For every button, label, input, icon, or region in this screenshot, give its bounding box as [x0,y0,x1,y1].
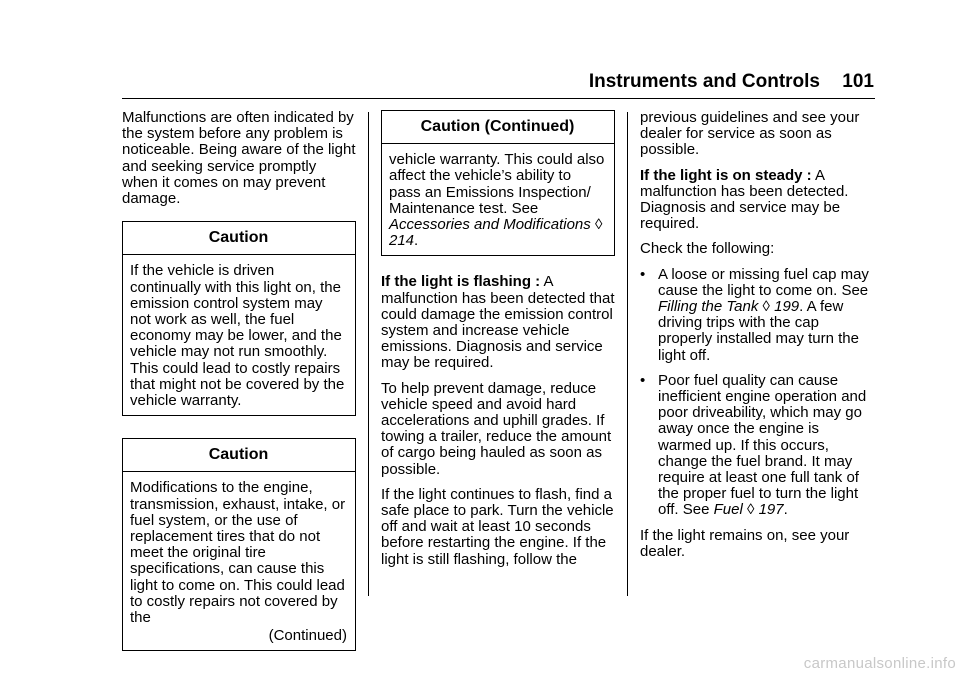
filling-tank-link[interactable]: Filling the Tank [658,298,759,316]
previous-paragraph: previous guidelines and see your dealer for service as soon as possible. [640,109,860,159]
column-divider-left [368,112,369,596]
continues-paragraph: If the light continues to flash, find a safe place to park. Turn the vehicle off and wait at least 10 seconds before restarting the engine. If the light is still flashing, follow the [381,485,614,568]
steady-text: A malfunction has been detected. Diagnosis and service may be required. [640,166,849,233]
caution-rule [123,471,355,472]
caution-box-continued [381,110,615,256]
caution-body: Modifications to the engine, transmission, exhaust, intake, or fuel system, or the use of replacement tires that do not meet the original tire specifications, can cause this light to come on. This could lead to costly repairs not covered by the [130,479,346,627]
page-number: 101 [842,71,874,92]
column-3 [640,110,876,569]
check-paragraph: Check the following: [640,240,775,258]
caution-body-text: vehicle warranty. This could also affect the vehicle’s ability to pass an Emissions Inspection/ Maintenance test. See [389,151,605,217]
bullet-text: A loose or missing fuel cap may cause the light to come on. See Filling the Tank ◊ 199. A few driving trips with the cap properly installed may turn the light off. [658,265,869,364]
page-ref[interactable]: 214 [389,232,415,250]
caution-title: Caution (Continued) [420,118,575,135]
flashing-text: A malfunction has been detected that could damage the emission control system and increase vehicle emissions. Diagnosis and service may be required. [381,273,615,372]
bullet-icon: • [640,265,646,283]
intro-paragraph: Malfunctions are often indicated by the system before any problem is noticeable. Being aware of the light and seeking service promptly when it comes on may prevent damage. [122,109,356,208]
list-item [640,267,876,364]
caution-title: Caution [208,446,269,464]
continued-label: (Continued) [268,627,347,645]
caution-body: If the vehicle is driven continually with this light on, the emission control system may not work as well, the fuel economy may be lower, and the vehicle may not run smoothly. This could lead to costly repairs that might not be covered by the vehicle warranty. [130,262,345,410]
bullet-text-part: A few driving trips with the cap properly installed may turn the light off. [658,298,859,364]
steady-label: If the light is on steady : [640,166,812,184]
flashing-paragraph [381,274,615,371]
steady-paragraph [640,168,876,233]
caution-box-1 [122,221,356,416]
bullet-text-part: Poor fuel quality can cause inefficient engine operation and poor driveability, which may go away once the engine is warmed up. If this occurs, change the fuel brand. It may require at least one full tank of the proper fuel to turn the light off. See [658,371,867,519]
caution-body: vehicle warranty. This could also affect the vehicle’s ability to pass an Emissions Inspection/ Maintenance test. See Accessories and Modifications ◊ 214. [389,151,605,250]
column-2 [381,110,615,577]
accessories-link[interactable]: Accessories and Modifications [389,216,591,234]
page-header-title: Instruments and Controls [588,71,820,92]
page-ref[interactable]: 199 [774,298,800,316]
bullet-icon: • [640,371,646,389]
fuel-link[interactable]: Fuel [713,501,743,519]
list-item [640,373,876,519]
header-rule [122,98,875,99]
page-ref-arrow-icon: ◊ [746,501,755,519]
bullet-text: Poor fuel quality can cause inefficient engine operation and poor driveability, which may go away once the engine is warmed up. If this occurs, change the fuel brand. It may require at least one full tank of the proper fuel to turn the light off. See Fuel ◊ 197. [658,371,867,519]
caution-rule [382,143,614,144]
watermark: carmanualsonline.info [803,655,956,672]
column-divider-right [627,112,628,596]
prevent-paragraph: To help prevent damage, reduce vehicle speed and avoid hard accelerations and uphill grades. If towing a trailer, reduce the amount of cargo being hauled as soon as possible. [381,379,612,478]
caution-title: Caution [208,229,269,247]
remains-paragraph: If the light remains on, see your dealer. [640,526,850,560]
flashing-label: If the light is flashing : [381,273,541,291]
page-ref[interactable]: 197 [758,501,784,519]
column-1 [122,110,356,673]
caution-rule [123,254,355,255]
page-ref-arrow-icon: ◊ [762,298,770,316]
page-ref-arrow-icon: ◊ [594,216,603,234]
caution-box-2 [122,438,356,651]
bullet-text-part: A loose or missing fuel cap may cause the light to come on. See [658,265,869,299]
